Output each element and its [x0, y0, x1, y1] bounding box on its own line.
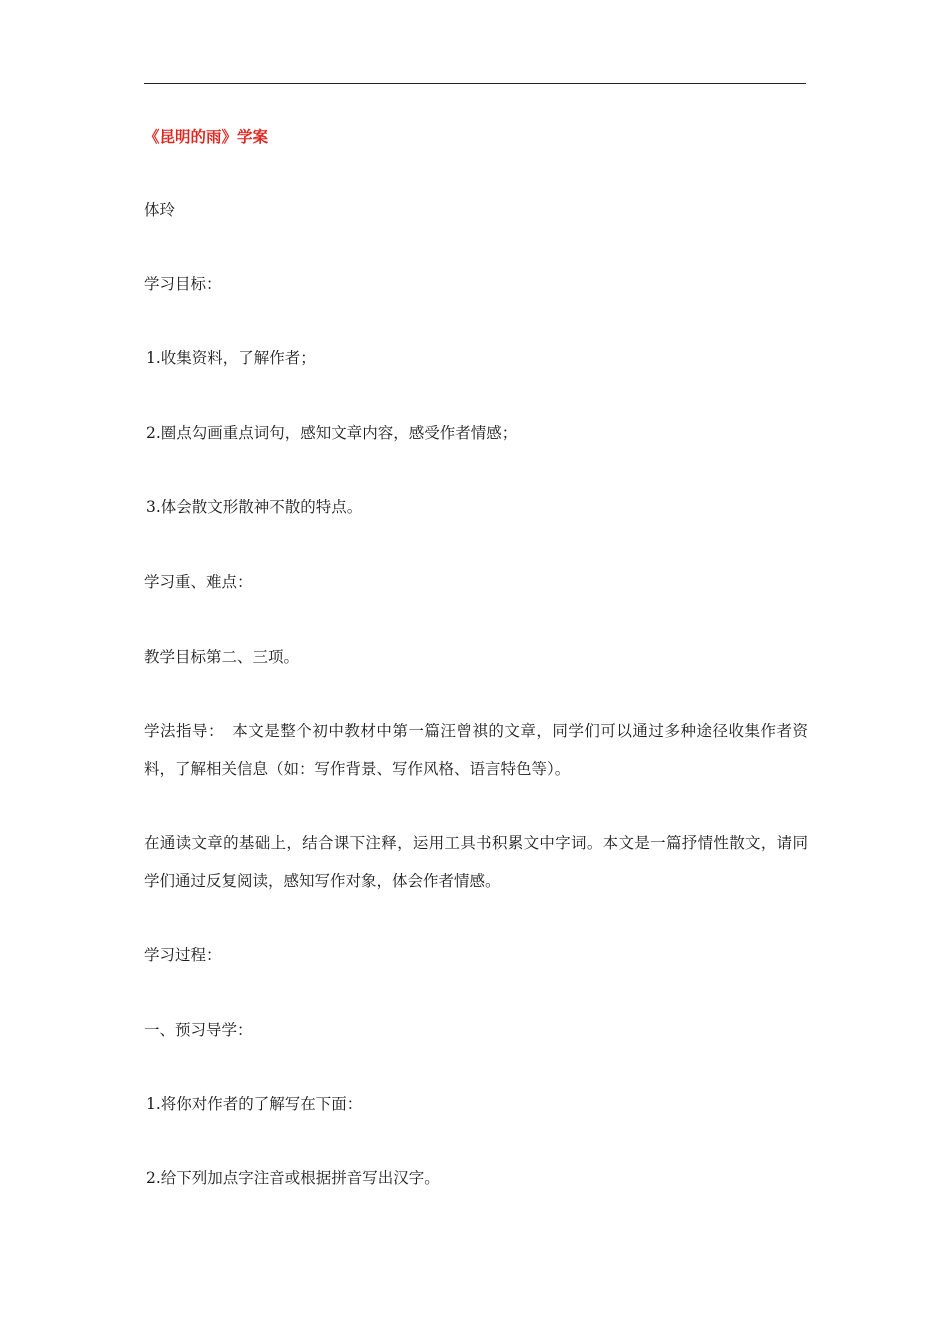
method-paragraph-2: 在通读文章的基础上，结合课下注释，运用工具书积累文中字词。本文是一篇抒情性散文，请同学们通过反复阅读，感知写作对象，体会作者情感。 — [144, 834, 808, 890]
key-points-text: 教学目标第二、三项。 — [144, 648, 300, 666]
header-rule — [144, 83, 806, 84]
document-title: 《昆明的雨》学案 — [144, 128, 269, 146]
section1-heading: 一、预习导学： — [144, 1021, 253, 1039]
objective-item-3: 3.体会散文形散神不散的特点。 — [146, 498, 363, 516]
objective-item-2: 2.圈点勾画重点词句，感知文章内容，感受作者情感； — [146, 424, 518, 442]
author-name: 体玲 — [144, 201, 176, 219]
method-guidance-paragraph: 学法指导： 本文是整个初中教材中第一篇汪曾祺的文章，同学们可以通过多种途径收集作者资料，了解相关信息（如：写作背景、写作风格、语言特色等）。 — [144, 722, 808, 778]
key-points-heading: 学习重、难点： — [144, 573, 253, 591]
section1-item-1: 1.将你对作者的了解写在下面： — [146, 1095, 363, 1113]
process-heading: 学习过程： — [144, 946, 222, 964]
section1-item-2: 2.给下列加点字注音或根据拼音写出汉字。 — [146, 1169, 440, 1187]
objectives-heading: 学习目标： — [144, 275, 222, 293]
objective-item-1: 1.收集资料，了解作者； — [146, 349, 316, 367]
